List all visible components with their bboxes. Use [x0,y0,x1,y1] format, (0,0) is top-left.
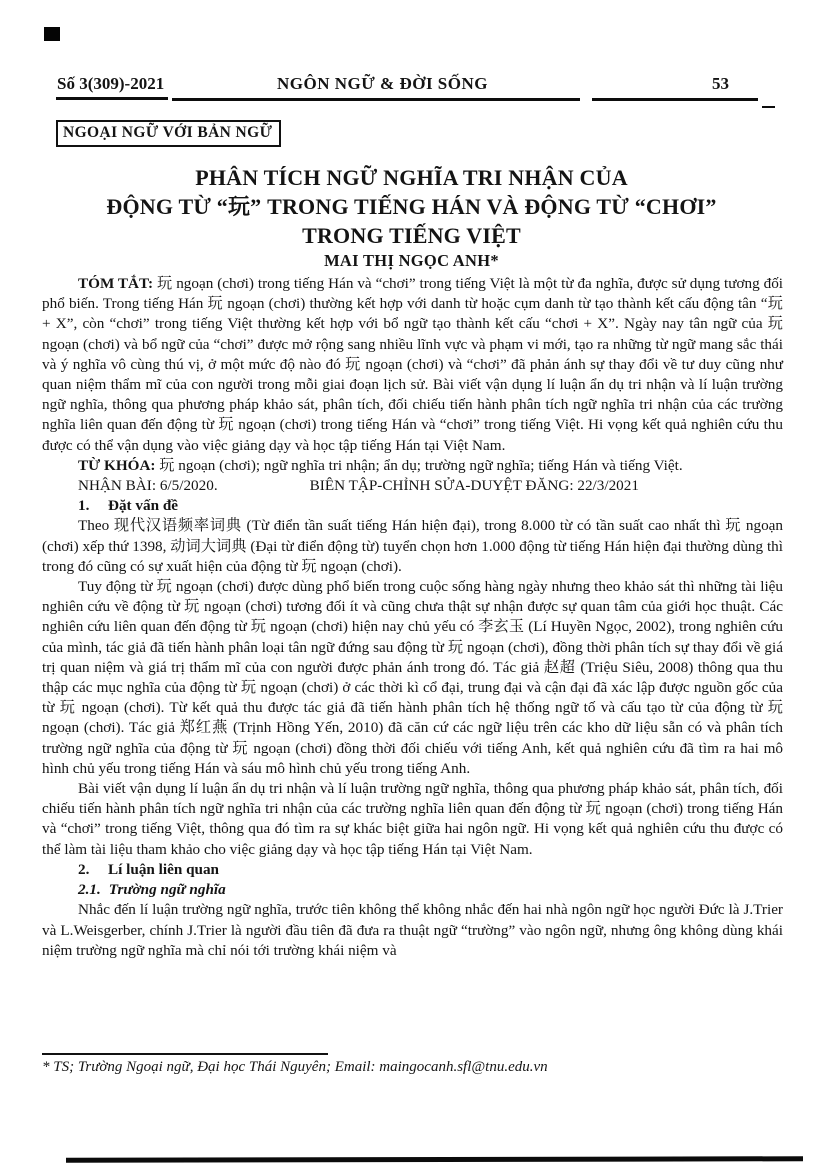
footnote-rule [42,1053,328,1055]
body-paragraph: Theo 现代汉语频率词典 (Từ điển tần suất tiếng Hán hiện đại), trong 8.000 từ có tần suất cao nhất thì 玩 ngoạn (chơi) xếp thứ 1398, 动词大词典 (Đại từ điển động từ) tuyển chọn hơn 1.000 động từ tiếng Hán hiện đại thường dùng thì trong đó cũng có sự xuất hiện của động từ 玩 ngoạn (chơi). [42,517,783,575]
body-paragraph: Nhắc đến lí luận trường ngữ nghĩa, trước tiên không thể không nhắc đến hai nhà ngôn ngữ học người Đức là J.Trier và L.Weisgerber, chính J.Trier là người đầu tiên đã đưa ra thuật ngữ “trường” vào ngôn ngữ, nhưng ông không dùng khái niệm trường ngữ nghĩa mà chỉ nói tới trường khái niệm và [42,901,783,959]
section-heading-1 [42,496,783,516]
section-number: 2. [78,860,90,878]
section-number: 1. [78,497,90,515]
dates-line [42,476,783,496]
footnote [42,1053,783,1076]
abstract-label: TÓM TẮT: [78,275,154,292]
body-paragraph: Tuy động từ 玩 ngoạn (chơi) được dùng phổ biến trong cuộc sống hàng ngày nhưng theo khảo sát thì những tài liệu nghiên cứu về động từ 玩 ngoạn (chơi) tương đối ít và cũng chưa thật sự nhận được sự quan tâm của giới học thuật. Các nghiên cứu liên quan đến động từ 玩 ngoạn (chơi) hiện nay chủ yếu có 李玄玉 (Lí Huyền Ngọc, 2002), trong nghiên cứu của mình, tác giả đã tiến hành phân loại tân ngữ đứng sau động từ 玩 ngoạn (chơi), đồng thời phân tích sự thay đổi về giá trị quan niệm và giá trị thẩm mĩ của con người được phản ánh trong đó. Tác giả 赵超 (Triệu Siêu, 2008) thông qua thu thập các mục nghĩa của động từ 玩 ngoạn (chơi) ở các thời kì cổ đại, trung đại và cận đại đã xác lập được nguồn gốc của từ 玩 ngoạn (chơi). Từ kết quả thu được tác giả đã tiến hành phân tích hệ thống ngữ tố và cấu tạo từ của động từ 玩 ngoạn (chơi). Tác giả 郑红燕 (Trịnh Hồng Yến, 2010) đã căn cứ các ngữ liệu trên các kho dữ liệu sẵn có và phân tích trường ngữ nghĩa của động từ 玩 ngoạn (chơi) đồng thời đối chiếu với tiếng Anh, kết quả nghiên cứu đã tìm ra hai mô hình chủ yếu trong tiếng Hán và sáu mô hình chủ yếu trong tiếng Anh. [42,578,783,777]
subsection-heading-2-1 [42,880,783,900]
header-rule-right [592,98,758,101]
section-heading-2 [42,860,783,880]
article-body [42,274,783,961]
header-rule-left [56,97,168,100]
received-date: NHẬN BÀI: 6/5/2020. [78,477,218,495]
abstract-paragraph [42,274,783,456]
body-paragraph: Bài viết vận dụng lí luận ẩn dụ tri nhận và lí luận trường ngữ nghĩa, thông qua phương pháp khảo sát, phân tích, đối chiếu tiến hành phân tích ngữ nghĩa tri nhận của các trường nghĩa liên quan đến động từ 玩 ngoạn (chơi) trong tiếng Hán và “chơi” trong tiếng Việt, thông qua đó tìm ra sự khác biệt giữa hai ngôn ngữ. Hi vọng kết quả nghiên cứu thu được có thể làm tài liệu tham khảo cho việc giảng dạy và học tập tiếng Hán tại Việt Nam. [42,780,783,858]
article-title-line-1: PHÂN TÍCH NGỮ NGHĨA TRI NHẬN CỦA [195,165,628,190]
keywords-label: TỪ KHÓA: [78,456,156,474]
article-title-line-2: ĐỘNG TỪ “玩” TRONG TIẾNG HÁN VÀ ĐỘNG TỪ “CHƠI” [106,194,717,219]
header-rule-center [172,98,580,101]
journal-title: NGÔN NGỮ & ĐỜI SỐNG [277,74,488,93]
section-title: Lí luận liên quan [108,860,220,878]
scan-bottom-bar [66,1156,803,1163]
section-title: Đặt vấn đề [108,497,179,515]
scan-corner-mark [44,27,60,41]
published-date: BIÊN TẬP-CHỈNH SỬA-DUYỆT ĐĂNG: 22/3/2021 [309,477,639,495]
rubric-box: NGOẠI NGỮ VỚI BẢN NGỮ [56,120,281,147]
subsection-title: Trường ngữ nghĩa [108,881,226,899]
article-title-line-3: TRONG TIẾNG VIỆT [302,223,521,248]
author-name: MAI THỊ NGỌC ANH* [324,251,499,270]
issue-number: Số 3(309)-2021 [57,74,165,93]
article-title [0,163,823,250]
subsection-number: 2.1. [78,881,101,899]
footnote-text: * TS; Trường Ngoại ngữ, Đại học Thái Nguyên; Email: maingocanh.sfl@tnu.edu.vn [42,1059,548,1075]
abstract-text: 玩 ngoạn (chơi) trong tiếng Hán và “chơi” trong tiếng Việt là một từ đa nghĩa, được sử dụng tương đối phổ biến. Trong tiếng Hán 玩 ngoạn (chơi) thường kết hợp với danh từ hoặc cụm danh từ tạo thành kết cấu động tân “玩 + X”, còn “chơi” trong tiếng Việt thường kết hợp với bổ ngữ tạo thành kết cấu “chơi + X”. Ngày nay tân ngữ của 玩 ngoạn (chơi) và bổ ngữ của “chơi” được mở rộng sang nhiều lĩnh vực và phạm vi mới, tạo ra những từ ngữ mang sắc thái và ý nghĩa vô cùng thú vị, ở một mức độ nào đó 玩 ngoạn (chơi) và “chơi” đã phản ánh sự thay đổi về tư duy cũng như quan niệm thẩm mĩ của con người trong mỗi giai đoạn lịch sử. Bài viết vận dụng lí luận ẩn dụ tri nhận và lí luận trường ngữ nghĩa, thông qua phương pháp khảo sát, phân tích, đối chiếu tiến hành phân tích ngữ nghĩa tri nhận của các trường nghĩa liên quan đến động từ 玩 ngoạn (chơi) trong tiếng Hán và “chơi” trong tiếng Việt. Hi vọng kết quả nghiên cứu thu được có thể vận dụng vào việc giảng dạy và học tập tiếng Hán tại Việt Nam. [42,275,784,454]
keywords-text: 玩 ngoạn (chơi); ngữ nghĩa tri nhận; ẩn dụ; trường ngữ nghĩa; tiếng Hán và tiếng Việt. [159,456,683,474]
header-rule-dash [762,106,775,108]
page-number: 53 [712,74,729,93]
keywords-paragraph [42,456,783,476]
